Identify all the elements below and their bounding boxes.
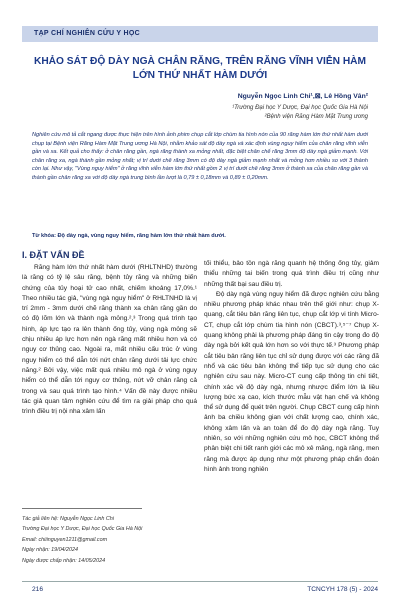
abstract: Nghiên cứu mô tả cắt ngang được thực hiện trên hình ảnh phim chụp cắt lớp chùm tia hình nón của 90 răng hàm lớn thứ nhất hàm dưới chụp tại Bệnh viện Răng Hàm Mặt Trung ương Hà Nội, nhằm khảo sát độ dày ngà và xác định vùng nguy hiểm của chân răng vĩnh viễn gần và xa. Kết quả cho thấy: ở chân răng gần, ngà răng thành xa mỏng nhất, đặc biệt chân chế răng 3mm độ dày ngà giảm mạnh. Với chân răng xa, ngà thành gần mỏng nhất; vị trí dưới chẽ răng 3mm có độ dày ngà giảm mạnh nhất và mỏng hơn nhiều so với 3 thành còn lại. Như vậy, "Vùng nguy hiểm" ở răng vĩnh viễn hàm lớn thứ nhất gồm 2 vị trí dưới chẽ răng 3mm ở thành xa của chân răng gần và thành gần chân răng xa với độ dày ngà trung bình lần lượt là 0,79 ± 0,18mm và 0,89 ± 0,20mm. bbox=[32, 132, 368, 181]
body-paragraph: Độ dày ngà vùng nguy hiểm đã được nghiên cứu bằng nhiều phương pháp khác nhau trên thế giới như: chụp X-quang, cắt tiêu bản răng liên tục, chụp cắt lớp vi tính Micro-CT, chụp cắt lớp chùm tia hình nón (CBCT).³,⁵⁻⁷ Chụp X-quang không phải là phương pháp đáng tin cậy trong đo độ dày ngà bởi kết quả lớn hơn so với thực tế.³ Phương pháp cắt tiêu bản răng liên tục chỉ sử dụng được với các răng đã nhổ và các tiêu bản không thể tiếp tục sử dụng cho các nghiên cứu sau này. Micro-CT cung cấp thông tin chi tiết, chính xác về độ dày ngà, nhưng nhược điểm lớn là liều lượng bức xạ cao, kích thước mẫu vật hạn chế và không thể sử dụng để quét trên người. Chụp CBCT cung cấp hình ảnh ba chiều không gian với chất lượng cao, chính xác, không xâm lấn và an toàn để đo độ dày ngà răng. Tuy nhiên, so với những nghiên cứu mô học, CBCT không thể phân biệt chi tiết ranh giới các mô xê măng, ngà răng, men răng mà được áp dụng như một phương pháp chẩn đoán hình ảnh trong nghiên bbox=[204, 290, 379, 473]
footnote-divider bbox=[22, 508, 142, 509]
affiliation-2: ²Bệnh viện Răng Hàm Mặt Trung ương bbox=[264, 114, 368, 120]
footnote-corresponding-author: Tác giả liên hệ: Nguyễn Ngọc Linh Chi bbox=[22, 516, 114, 522]
footnote-institution: Trường Đại học Y Dược, Đại học Quốc Gia Hà Nội bbox=[22, 526, 143, 533]
footnote-accepted-date: Ngày được chấp nhận: 14/05/2024 bbox=[22, 557, 106, 564]
article-title: KHẢO SÁT ĐỘ DÀY NGÀ CHÂN RĂNG, TRÊN RĂNG VĨNH VIỄN HÀM LỚN THỨ NHẤT HÀM DƯỚI bbox=[33, 56, 367, 81]
journal-header: TẠP CHÍ NGHIÊN CỨU Y HỌC bbox=[34, 30, 140, 37]
footer-divider bbox=[22, 581, 378, 582]
body-column-right bbox=[204, 259, 379, 581]
body-paragraph: tối thiểu, bảo tồn ngà răng quanh hệ thống ống tủy, giảm thiểu những tai biến trong quá trình điều trị cũng như những thất bại sau điều trị. bbox=[204, 260, 379, 288]
footnotes bbox=[22, 514, 197, 566]
body-column-left bbox=[22, 263, 197, 499]
footnote-email: Email: chiiinguyen1211@gmail.com bbox=[22, 536, 108, 543]
body-paragraph: Răng hàm lớn thứ nhất hàm dưới (RHLTNHD) thường là răng có tỷ lệ sâu răng, bệnh tủy răng và những biến chứng của tủy hoại tử cao nhất, chiếm khoảng 17,0%.¹ Theo nhiều tác giả, "vùng ngà nguy hiểm" ở RHLTNHD là vị trí 2mm - 3mm dưới chẽ răng thành xa chân răng gần do có độ lõm lớn và thành ngà mỏng.²,³ Trong quá trình tạo hình, áp lực tạo ra lên thành ống tủy, vùng ngà mỏng sẽ chịu nhiều áp lực hơn nên ngà răng mất nhiều hơn và có nguy cơ thủng cao. Ngoài ra, mất nhiều cấu trúc ở vùng nguy hiểm có thể dẫn tới nứt chân răng dưới tải lực chức năng.² Bởi vậy, việc mất quá nhiều mô ngà ở vùng nguy hiểm có thể dẫn tới nguy cơ thủng, nứt vỡ chân răng cả trong và sau quá trình tạo hình.⁴ Vấn đề này được nhiều tác giả quan tâm nghiên cứu để tìm ra giải pháp cho quá trình điều trị nội nha xâm lấn bbox=[22, 264, 197, 416]
page-number: 216 bbox=[32, 586, 44, 593]
affiliation-1: ¹Trường Đại học Y Dược, Đại học Quốc Gia Hà Nội bbox=[232, 105, 368, 111]
keywords: Từ khóa: Độ dày ngà, vùng nguy hiểm, răng hàm lớn thứ nhất hàm dưới. bbox=[32, 233, 226, 239]
journal-issue: TCNCYH 178 (5) - 2024 bbox=[307, 586, 378, 593]
affiliations bbox=[232, 104, 368, 122]
journal-header-bar bbox=[22, 26, 378, 42]
section-heading: I. ĐẶT VẤN ĐỀ bbox=[22, 250, 85, 260]
footnote-received-date: Ngày nhận: 19/04/2024 bbox=[22, 547, 79, 554]
article-authors: Nguyễn Ngọc Linh Chi¹,⊠, Lê Hồng Vân² bbox=[237, 93, 368, 100]
